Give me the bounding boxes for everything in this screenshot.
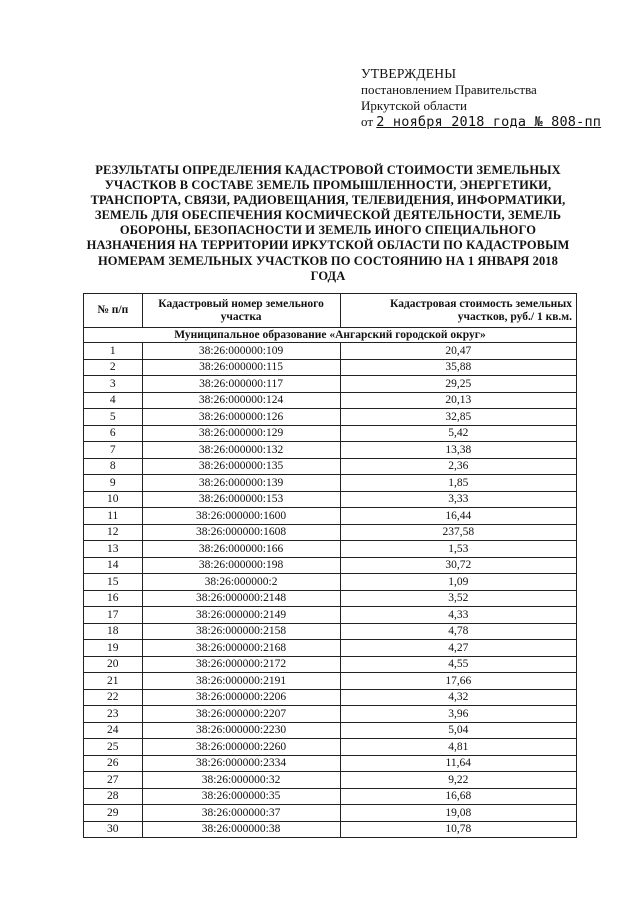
row-cadastral-number: 38:26:000000:135	[142, 458, 340, 475]
row-cadastral-number: 38:26:000000:198	[142, 557, 340, 574]
table-row	[84, 590, 577, 607]
row-cadastral-number: 38:26:000000:2148	[142, 590, 340, 607]
row-number: 15	[84, 574, 143, 591]
row-cadastral-number: 38:26:000000:2260	[142, 739, 340, 756]
table-body	[84, 328, 577, 838]
table-row	[84, 359, 577, 376]
table-header-row	[84, 294, 577, 328]
row-number: 11	[84, 508, 143, 525]
row-cadastral-number: 38:26:000000:139	[142, 475, 340, 492]
row-number: 25	[84, 739, 143, 756]
row-cadastral-value: 17,66	[340, 673, 576, 690]
header-cadastral-value-label: Кадастровая стоимость земельных участков, руб./ 1 кв.м.	[390, 297, 572, 323]
section-municipality: Муниципальное образование «Ангарский городской округ»	[84, 328, 577, 343]
row-cadastral-value: 30,72	[340, 557, 576, 574]
approval-line-resolution: постановлением Правительства	[361, 82, 537, 97]
row-cadastral-number: 38:26:000000:38	[142, 821, 340, 838]
approval-date-prefix: от	[361, 114, 374, 129]
row-cadastral-value: 3,96	[340, 706, 576, 723]
table-row	[84, 442, 577, 459]
row-number: 28	[84, 788, 143, 805]
row-number: 29	[84, 805, 143, 822]
header-cadastral-number-label: Кадастровый номер земельного участка	[158, 297, 324, 323]
table-row	[84, 574, 577, 591]
row-cadastral-value: 4,78	[340, 623, 576, 640]
table-row	[84, 607, 577, 624]
table-row	[84, 392, 577, 409]
table-row	[84, 458, 577, 475]
row-cadastral-value: 16,44	[340, 508, 576, 525]
row-number: 12	[84, 524, 143, 541]
header-cadastral-value	[340, 294, 576, 328]
approval-block	[361, 66, 621, 130]
approval-line-region: Иркутской области	[361, 98, 467, 113]
row-cadastral-number: 38:26:000000:2191	[142, 673, 340, 690]
table-row	[84, 640, 577, 657]
row-cadastral-value: 4,27	[340, 640, 576, 657]
row-cadastral-value: 5,04	[340, 722, 576, 739]
row-cadastral-number: 38:26:000000:115	[142, 359, 340, 376]
row-cadastral-number: 38:26:000000:2	[142, 574, 340, 591]
row-cadastral-value: 1,53	[340, 541, 576, 558]
table-row	[84, 376, 577, 393]
row-number: 21	[84, 673, 143, 690]
row-number: 16	[84, 590, 143, 607]
header-number: № п/п	[84, 294, 143, 328]
row-cadastral-value: 10,78	[340, 821, 576, 838]
row-cadastral-number: 38:26:000000:1608	[142, 524, 340, 541]
row-cadastral-number: 38:26:000000:35	[142, 788, 340, 805]
row-cadastral-number: 38:26:000000:126	[142, 409, 340, 426]
row-cadastral-number: 38:26:000000:2172	[142, 656, 340, 673]
row-number: 10	[84, 491, 143, 508]
row-cadastral-value: 35,88	[340, 359, 576, 376]
row-cadastral-value: 4,32	[340, 689, 576, 706]
row-cadastral-value: 3,52	[340, 590, 576, 607]
row-number: 24	[84, 722, 143, 739]
row-number: 17	[84, 607, 143, 624]
row-cadastral-value: 1,85	[340, 475, 576, 492]
row-cadastral-number: 38:26:000000:132	[142, 442, 340, 459]
row-number: 30	[84, 821, 143, 838]
row-cadastral-number: 38:26:000000:124	[142, 392, 340, 409]
row-cadastral-number: 38:26:000000:2149	[142, 607, 340, 624]
row-cadastral-number: 38:26:000000:129	[142, 425, 340, 442]
row-number: 5	[84, 409, 143, 426]
table-row	[84, 475, 577, 492]
row-number: 19	[84, 640, 143, 657]
row-number: 20	[84, 656, 143, 673]
table-row	[84, 821, 577, 838]
table-row	[84, 623, 577, 640]
approval-heading: УТВЕРЖДЕНЫ	[361, 66, 457, 81]
row-number: 9	[84, 475, 143, 492]
table-row	[84, 409, 577, 426]
table-row	[84, 491, 577, 508]
row-cadastral-number: 38:26:000000:1600	[142, 508, 340, 525]
row-cadastral-number: 38:26:000000:166	[142, 541, 340, 558]
row-cadastral-value: 16,68	[340, 788, 576, 805]
row-number: 27	[84, 772, 143, 789]
row-number: 13	[84, 541, 143, 558]
table-row	[84, 541, 577, 558]
row-cadastral-number: 38:26:000000:2334	[142, 755, 340, 772]
row-cadastral-value: 5,42	[340, 425, 576, 442]
row-cadastral-value: 9,22	[340, 772, 576, 789]
table-row	[84, 524, 577, 541]
row-number: 4	[84, 392, 143, 409]
row-cadastral-value: 4,33	[340, 607, 576, 624]
row-cadastral-number: 38:26:000000:117	[142, 376, 340, 393]
table-row	[84, 508, 577, 525]
approval-date-line	[361, 114, 621, 130]
row-cadastral-number: 38:26:000000:2230	[142, 722, 340, 739]
row-number: 22	[84, 689, 143, 706]
document-title: РЕЗУЛЬТАТЫ ОПРЕДЕЛЕНИЯ КАДАСТРОВОЙ СТОИМОСТИ ЗЕМЕЛЬНЫХ УЧАСТКОВ В СОСТАВЕ ЗЕМЕЛЬ ПРОМЫШЛЕННОСТИ, ЭНЕРГЕТИКИ, ТРАНСПОРТА, СВЯЗИ, РАДИОВЕЩАНИЯ, ТЕЛЕВИДЕНИЯ, ИНФОРМАТИКИ, ЗЕМЕЛЬ ДЛЯ ОБЕСПЕЧЕНИЯ КОСМИЧЕСКОЙ ДЕЯТЕЛЬНОСТИ, ЗЕМЕЛЬ ОБОРОНЫ, БЕЗОПАСНОСТИ И ЗЕМЕЛЬ ИНОГО СПЕЦИАЛЬНОГО НАЗНАЧЕНИЯ НА ТЕРРИТОРИИ ИРКУТСКОЙ ОБЛАСТИ ПО КАДАСТРОВЫМ НОМЕРАМ ЗЕМЕЛЬНЫХ УЧАСТКОВ ПО СОСТОЯНИЮ НА 1 ЯНВАРЯ 2018 ГОДА	[86, 163, 570, 283]
row-number: 8	[84, 458, 143, 475]
row-number: 23	[84, 706, 143, 723]
row-cadastral-value: 1,09	[340, 574, 576, 591]
row-cadastral-value: 237,58	[340, 524, 576, 541]
cadastral-value-table	[83, 293, 577, 838]
row-cadastral-value: 3,33	[340, 491, 576, 508]
row-number: 2	[84, 359, 143, 376]
row-cadastral-value: 19,08	[340, 805, 576, 822]
row-number: 1	[84, 343, 143, 360]
table-row	[84, 805, 577, 822]
header-cadastral-number	[142, 294, 340, 328]
row-cadastral-value: 11,64	[340, 755, 576, 772]
table-row	[84, 425, 577, 442]
row-cadastral-number: 38:26:000000:32	[142, 772, 340, 789]
row-cadastral-value: 29,25	[340, 376, 576, 393]
table-row	[84, 739, 577, 756]
table-row	[84, 343, 577, 360]
row-cadastral-number: 38:26:000000:2207	[142, 706, 340, 723]
section-row	[84, 328, 577, 343]
row-cadastral-number: 38:26:000000:2158	[142, 623, 340, 640]
row-cadastral-value: 2,36	[340, 458, 576, 475]
table-row	[84, 755, 577, 772]
approval-date-value: 2 ноября 2018 года № 808-пп	[376, 114, 602, 130]
row-cadastral-number: 38:26:000000:2168	[142, 640, 340, 657]
row-number: 3	[84, 376, 143, 393]
table-row	[84, 656, 577, 673]
table-row	[84, 706, 577, 723]
row-cadastral-number: 38:26:000000:109	[142, 343, 340, 360]
row-number: 26	[84, 755, 143, 772]
row-cadastral-value: 4,55	[340, 656, 576, 673]
row-cadastral-number: 38:26:000000:153	[142, 491, 340, 508]
row-cadastral-value: 4,81	[340, 739, 576, 756]
row-number: 7	[84, 442, 143, 459]
row-number: 18	[84, 623, 143, 640]
row-number: 14	[84, 557, 143, 574]
table-row	[84, 788, 577, 805]
row-cadastral-number: 38:26:000000:2206	[142, 689, 340, 706]
row-cadastral-value: 20,47	[340, 343, 576, 360]
row-cadastral-number: 38:26:000000:37	[142, 805, 340, 822]
table-row	[84, 673, 577, 690]
table-row	[84, 689, 577, 706]
row-cadastral-value: 32,85	[340, 409, 576, 426]
row-number: 6	[84, 425, 143, 442]
row-cadastral-value: 20,13	[340, 392, 576, 409]
table-row	[84, 722, 577, 739]
row-cadastral-value: 13,38	[340, 442, 576, 459]
table-row	[84, 557, 577, 574]
table-row	[84, 772, 577, 789]
